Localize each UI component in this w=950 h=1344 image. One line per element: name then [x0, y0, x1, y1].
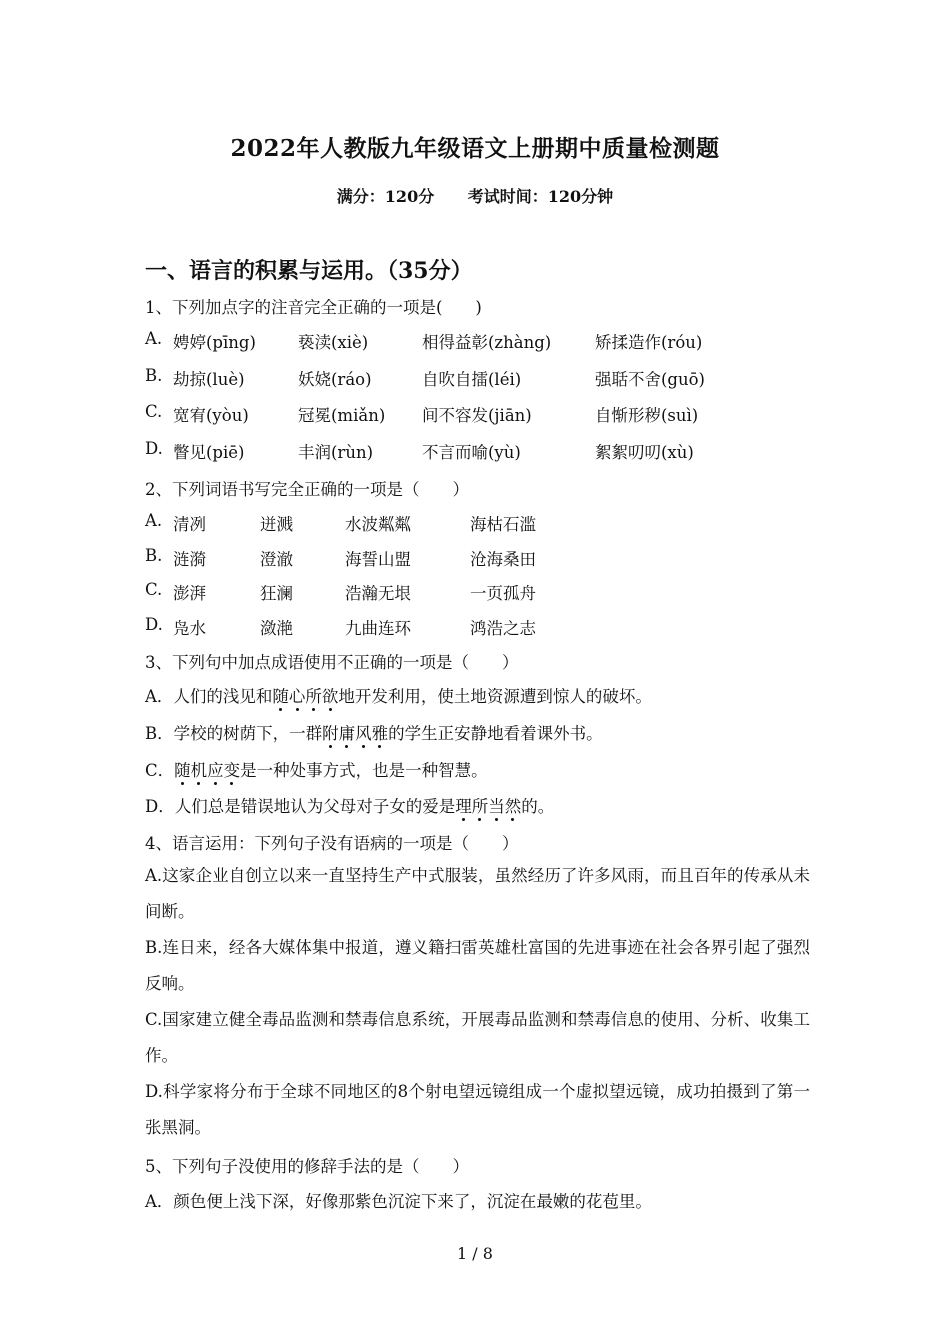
- option-letter: D.: [145, 438, 163, 458]
- exam-time: 考试时间：120分钟: [467, 187, 614, 206]
- marked-idiom: 理所当然: [455, 797, 522, 816]
- option-item: 海誓山盟: [345, 549, 411, 569]
- option-text: B．学校的树荫下，一群: [145, 724, 323, 743]
- marked-idiom: 随心所欲: [272, 687, 339, 706]
- option-letter: A.: [145, 511, 163, 530]
- question-4-stem: 4、语言运用：下列句子没有语病的一项是（ ）: [145, 834, 519, 853]
- question-5-stem: 5、下列句子没使用的修辞手法的是（ ）: [145, 1157, 469, 1176]
- marked-idiom: 附庸风雅: [322, 724, 389, 743]
- option-item: 矫揉造作(róu): [595, 333, 703, 352]
- option-item: 妖娆(ráo): [298, 369, 372, 389]
- option-text: 是一种处事方式，也是一种智慧。: [240, 761, 488, 780]
- question-3-option-c: [145, 757, 488, 781]
- option-text: 的学生正安静地看着课外书。: [388, 724, 603, 743]
- option-letter: A.: [145, 329, 163, 348]
- option-item: 强聒不舍(guō): [595, 369, 705, 389]
- option-letter: C.: [145, 580, 163, 600]
- option-item: 娉婷(pīng): [173, 333, 256, 352]
- question-4-option-d: D.科学家将分布于全球不同地区的8个射电望远镜组成一个虚拟望远镜，成功拍摄到了第一张黑洞。: [145, 1082, 810, 1137]
- option-letter: B.: [145, 545, 163, 565]
- full-score: 满分：120分: [336, 187, 435, 206]
- option-item: 劫掠(luè): [173, 369, 245, 389]
- option-letter: B.: [145, 365, 163, 385]
- option-letter: D.: [145, 615, 163, 635]
- option-text: 的。: [521, 797, 555, 816]
- option-item: 絮絮叨叨(xù): [595, 442, 694, 462]
- option-item: 冠冕(miǎn): [298, 406, 386, 425]
- option-item: 沧海桑田: [470, 549, 536, 569]
- option-item: 狂澜: [260, 584, 293, 604]
- option-item: 澎湃: [173, 584, 206, 604]
- option-item: 海枯石滥: [470, 515, 536, 534]
- option-item: 水波粼粼: [345, 515, 411, 534]
- page-title: 2022年人教版九年级语文上册期中质量检测题: [230, 135, 720, 162]
- option-item: 澄澈: [260, 549, 293, 569]
- option-item: 鸿浩之志: [470, 619, 536, 639]
- marked-idiom: 随机应变: [174, 761, 241, 780]
- option-text: 地开发利用，使土地资源遭到惊人的破坏。: [338, 687, 652, 706]
- option-item: 九曲连环: [345, 619, 411, 639]
- option-text: C．: [145, 761, 175, 780]
- option-item: 间不容发(jiān): [422, 406, 532, 425]
- option-item: 相得益彰(zhàng): [422, 333, 552, 352]
- question-3-option-b: [145, 720, 603, 744]
- option-item: 浩瀚无垠: [345, 584, 411, 604]
- option-item: 不言而喻(yù): [422, 442, 521, 462]
- option-item: 涟漪: [173, 549, 206, 569]
- option-item: 迸溅: [260, 515, 293, 534]
- option-item: 潋滟: [260, 619, 293, 639]
- question-2-stem: 2、下列词语书写完全正确的一项是（ ）: [145, 480, 469, 499]
- question-4-option-b: B.连日来，经各大媒体集中报道，遵义籍扫雷英雄杜富国的先进事迹在社会各界引起了强烈反响。: [145, 938, 810, 993]
- option-item: 自惭形秽(suì): [595, 406, 699, 425]
- option-item: 瞥见(piē): [173, 442, 245, 462]
- option-text: D．人们总是错误地认为父母对子女的爱是: [145, 797, 456, 816]
- option-item: 自吹自擂(léi): [422, 369, 522, 389]
- question-3-stem: 3、下列句中加点成语使用不正确的一项是（ ）: [145, 653, 519, 672]
- exam-meta: [0, 184, 950, 207]
- option-item: 一页孤舟: [470, 584, 536, 604]
- question-3-option-d: [145, 793, 554, 817]
- option-item: 丰润(rùn): [298, 442, 374, 462]
- option-item: 亵渎(xiè): [298, 333, 369, 352]
- question-4-option-a: A.这家企业自创立以来一直坚持生产中式服装，虽然经历了许多风雨，而且百年的传承从未间断。: [145, 866, 810, 921]
- question-5-option-a: A．颜色便上浅下深，好像那紫色沉淀下来了，沉淀在最嫩的花苞里。: [145, 1192, 652, 1211]
- question-4-option-c: C.国家建立健全毒品监测和禁毒信息系统，开展毒品监测和禁毒信息的使用、分析、收集工作。: [145, 1010, 810, 1065]
- option-text: A．人们的浅见和: [145, 687, 273, 706]
- page-number: 1 / 8: [457, 1244, 493, 1263]
- question-3-option-a: [145, 683, 652, 707]
- option-letter: C.: [145, 402, 163, 421]
- option-item: 凫水: [173, 619, 206, 639]
- question-1-stem: 1、下列加点字的注音完全正确的一项是( ): [145, 298, 482, 317]
- section-heading: 一、语言的积累与运用。（35分）: [145, 258, 473, 284]
- option-item: 清冽: [173, 515, 206, 534]
- option-item: 宽宥(yòu): [173, 406, 249, 425]
